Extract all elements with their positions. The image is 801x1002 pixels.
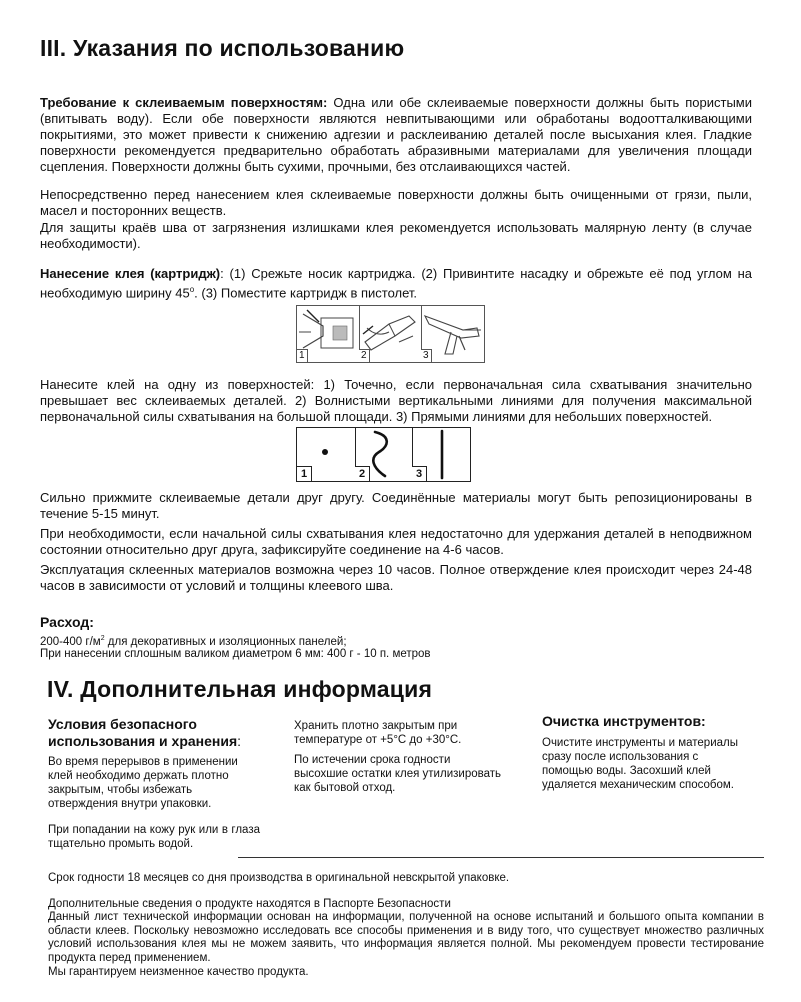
footer-disclaimer: Данный лист технической информации основан на информации, полученной на основе испытаний и большого опыта компании в области клеев. Поскольку невозможно исследовать все способы применения и в виду того, что существует множество различных условий использования клея мы не можем заявить, что информация является полной. Мы рекомендуем провести тестирование продукта перед применением. [48, 911, 764, 964]
pattern-wave-panel [355, 428, 413, 481]
application-paragraph [40, 266, 752, 301]
cleaning-heading: Очистка инструментов: [542, 713, 706, 729]
tape-paragraph: Для защиты краёв шва от загрязнения излишками клея рекомендуется использовать малярную ленту (в случае необходимости). [40, 220, 752, 251]
consumption-title: Расход: [40, 614, 94, 630]
safety-heading-colon: : [237, 733, 242, 749]
footer-quality: Мы гарантируем неизменное качество продукта. [48, 966, 309, 978]
footer-safety-passport: Дополнительные сведения о продукте находятся в Паспорте Безопасности [48, 898, 451, 910]
application-text-2: . (3) Поместите картридж в пистолет. [194, 285, 418, 301]
consumption-rate: 200-400 г/м [40, 635, 101, 648]
safety-heading [48, 716, 260, 750]
step-1-panel [297, 306, 360, 362]
surfaces-text: Одна или обе склеиваемые поверхности должны быть пористыми (впитывать воду). Если обе поверхности являются невпитывающими или обработаны водоотталкивающими покрытиями, это может привести к снижению адгезии и расклеиванию деталей после высыхания клея. Гладкие поверхности рекомендуется предварительно обработать абразивными материалами для увеличения площади сцепления. Поверхности должны быть сухими, прочными, без отслаивающихся частей. [40, 95, 752, 174]
safety-heading-text: Условия безопасного использования и хранения [48, 716, 238, 749]
application-text-1: : (1) Срежьте носик картриджа. (2) Привинтите насадку и обрежьте её под углом на необходимую ширину 45 [40, 266, 752, 301]
cleaning-column [542, 713, 742, 792]
cure-paragraph: Эксплуатация склеенных материалов возможна через 10 часов. Полное отверждение клея происходит через 24-48 часов в зависимости от условий и толщины клеевого шва. [40, 562, 752, 593]
safety-p1: Во время перерывов в применении клей необходимо держать плотно закрытым, чтобы избежать отверждения внутри упаковки. [48, 756, 238, 810]
cartridge-steps-figure [296, 305, 485, 363]
storage-p1: Хранить плотно закрытым при температуре от +5°C до +30°C. [294, 720, 462, 746]
step-2-panel [359, 306, 422, 362]
consumption-line-2: При нанесении сплошным валиком диаметром 6 мм: 400 г - 10 п. метров [40, 648, 431, 660]
application-patterns-figure [296, 427, 471, 482]
pattern-2-number: 2 [355, 466, 370, 481]
section-4-title: IV. Дополнительная информация [47, 676, 433, 702]
safety-column [48, 716, 260, 851]
application-label: Нанесение клея (картридж) [40, 266, 221, 281]
consumption-sup: 2 [100, 635, 105, 642]
step-2-number: 2 [359, 349, 370, 362]
pattern-dot-panel [297, 428, 356, 481]
step-1-number: 1 [297, 349, 308, 362]
pattern-1-number: 1 [297, 466, 312, 481]
cleaning-p1: Очистите инструменты и материалы сразу после использования с помощью воды. Засохший клей удаляется механическим способом. [542, 737, 738, 791]
pattern-line-panel [412, 428, 470, 481]
storage-p2: По истечении срока годности высохшие остатки клея утилизировать как бытовой отход. [294, 754, 501, 794]
shelf-life: Срок годности 18 месяцев со дня производства в оригинальной невскрытой упаковке. [48, 872, 510, 884]
section-divider [238, 857, 764, 858]
step-3-panel [421, 306, 484, 362]
degree-sup: o [189, 285, 195, 294]
safety-p2: При попадании на кожу рук или в глаза тщательно промыть водой. [48, 824, 260, 850]
section-3-title: III. Указания по использованию [40, 35, 405, 61]
patterns-paragraph: Нанесите клей на одну из поверхностей: 1) Точечно, если первоначальная сила схватывания значительно превышает вес склеиваемых деталей. 2) Волнистыми вертикальными линиями для получения максимальной первоначальной силы схватывания на большой площади. 3) Прямыми линиями для небольших поверхностей. [40, 377, 752, 424]
cleaning-paragraph: Непосредственно перед нанесением клея склеиваемые поверхности должны быть очищенными от грязи, пыли, масел и посторонних веществ. [40, 187, 752, 218]
storage-column [294, 719, 506, 795]
surfaces-label: Требование к склеиваемым поверхностям: [40, 95, 328, 110]
surfaces-paragraph [40, 95, 752, 175]
press-paragraph: Сильно прижмите склеиваемые детали друг другу. Соединённые материалы могут быть репозиционированы в течение 5-15 минут. [40, 490, 752, 521]
consumption-panels: для декоративных и изоляционных панелей; [104, 635, 347, 648]
fix-paragraph: При необходимости, если начальной силы схватывания клея недостаточно для удержания деталей в неподвижном состоянии относительно друг друга, зафиксируйте соединение на 4-6 часов. [40, 526, 752, 557]
pattern-3-number: 3 [412, 466, 427, 481]
step-3-number: 3 [421, 349, 432, 362]
